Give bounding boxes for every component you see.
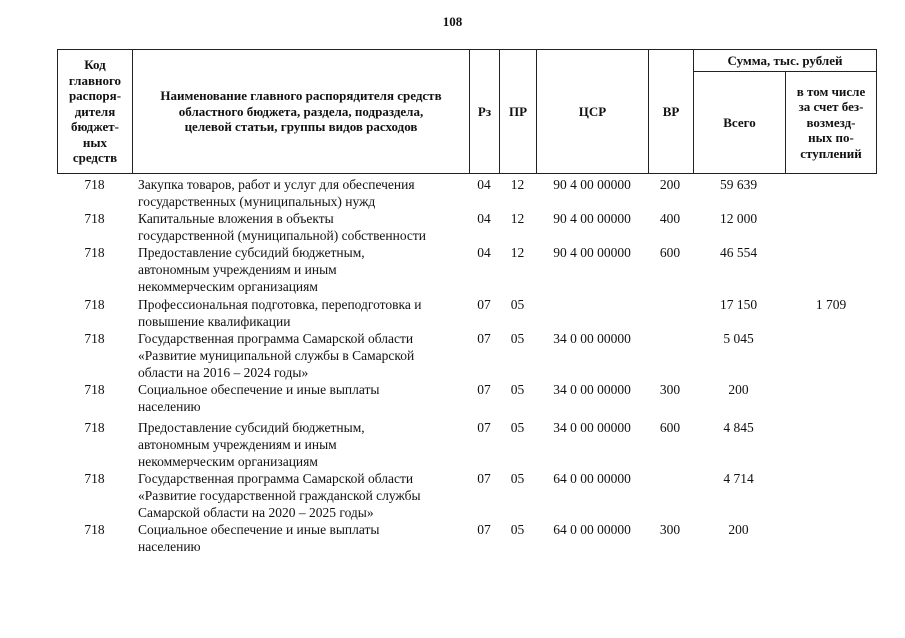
- row-code: 718: [84, 331, 105, 346]
- row-total: 46 554: [719, 245, 758, 260]
- row-csr: 90 4 00 00000: [553, 211, 631, 226]
- header-total: Всего: [723, 114, 756, 130]
- row-total: 17 150: [719, 297, 758, 312]
- header-csr: ЦСР: [578, 103, 607, 119]
- row-total: 59 639: [719, 177, 758, 192]
- row-total: 4 714: [723, 471, 754, 486]
- row-code: 718: [84, 211, 105, 226]
- row-pr: 12: [510, 211, 525, 226]
- row-code: 718: [84, 177, 105, 192]
- row-total: 5 045: [723, 331, 754, 346]
- row-name: Государственная программа Самарской области «Развитие муниципальной службы в Самарской области на 2016 – 2024 годы»: [138, 331, 415, 380]
- row-rz: 04: [477, 245, 491, 260]
- row-total: 200: [728, 382, 749, 397]
- row-vr: 600: [659, 245, 681, 260]
- header-vr: ВР: [662, 103, 680, 119]
- row-pr: 05: [510, 297, 525, 312]
- page-number: 108: [442, 14, 463, 29]
- row-code: 718: [84, 297, 105, 312]
- row-name: Предоставление субсидий бюджетным, автономным учреждениям и иным некоммерческим организациям: [138, 245, 365, 294]
- row-name: Государственная программа Самарской области «Развитие государственной гражданской службы Самарской области на 2020 – 2025 годы»: [138, 471, 421, 520]
- row-name: Социальное обеспечение и иные выплаты населению: [138, 382, 380, 414]
- row-total: 12 000: [719, 211, 758, 226]
- row-pr: 05: [510, 420, 525, 435]
- row-total: 200: [728, 522, 749, 537]
- row-code: 718: [84, 245, 105, 260]
- row-rz: 07: [477, 471, 491, 486]
- row-name: Профессиональная подготовка, переподготовка и повышение квалификации: [138, 297, 422, 329]
- row-pr: 12: [510, 177, 525, 192]
- row-pr: 05: [510, 331, 525, 346]
- row-csr: 34 0 00 00000: [553, 382, 631, 397]
- row-rz: 07: [477, 297, 491, 312]
- row-code: 718: [84, 522, 105, 537]
- row-vr: 300: [659, 382, 681, 397]
- row-code: 718: [84, 382, 105, 397]
- row-pr: 05: [510, 522, 525, 537]
- row-csr: 64 0 00 00000: [553, 471, 631, 486]
- row-rz: 07: [477, 420, 491, 435]
- row-csr: 64 0 00 00000: [553, 522, 631, 537]
- header-sum: Сумма, тыс. рублей: [727, 52, 843, 68]
- row-vr: 200: [659, 177, 681, 192]
- header-name: Наименование главного распорядителя средств областного бюджета, раздела, подраздела, целевой статьи, группы видов расходов: [160, 88, 442, 135]
- row-name: Социальное обеспечение и иные выплаты населению: [138, 522, 380, 554]
- row-vr: 600: [659, 420, 681, 435]
- row-pr: 05: [510, 382, 525, 397]
- header-code: Код главного распоря- дителя бюджет- ных средств: [68, 57, 122, 166]
- row-pr: 05: [510, 471, 525, 486]
- row-total: 4 845: [723, 420, 754, 435]
- row-csr: 90 4 00 00000: [553, 177, 631, 192]
- row-name: Капитальные вложения в объекты государственной (муниципальной) собственности: [138, 211, 427, 243]
- row-code: 718: [84, 471, 105, 486]
- row-rz: 07: [477, 331, 491, 346]
- row-code: 718: [84, 420, 105, 435]
- row-pr: 12: [510, 245, 525, 260]
- row-rz: 07: [477, 382, 491, 397]
- header-rz: Рз: [477, 103, 492, 119]
- row-vr: 400: [659, 211, 681, 226]
- row-rz: 04: [477, 177, 491, 192]
- row-name: Предоставление субсидий бюджетным, автономным учреждениям и иным некоммерческим организациям: [138, 420, 365, 469]
- row-csr: 90 4 00 00000: [553, 245, 631, 260]
- row-rz: 04: [477, 211, 491, 226]
- row-rz: 07: [477, 522, 491, 537]
- header-pr: ПР: [508, 103, 528, 119]
- row-gift: 1 709: [815, 297, 847, 312]
- row-name: Закупка товаров, работ и услуг для обеспечения государственных (муниципальных) нужд: [138, 177, 415, 209]
- row-csr: 34 0 00 00000: [553, 331, 631, 346]
- table-header: [57, 49, 877, 174]
- row-vr: 300: [659, 522, 681, 537]
- row-csr: 34 0 00 00000: [553, 420, 631, 435]
- header-gift: в том числе за счет без- возмезд- ных по- ступлений: [796, 83, 866, 161]
